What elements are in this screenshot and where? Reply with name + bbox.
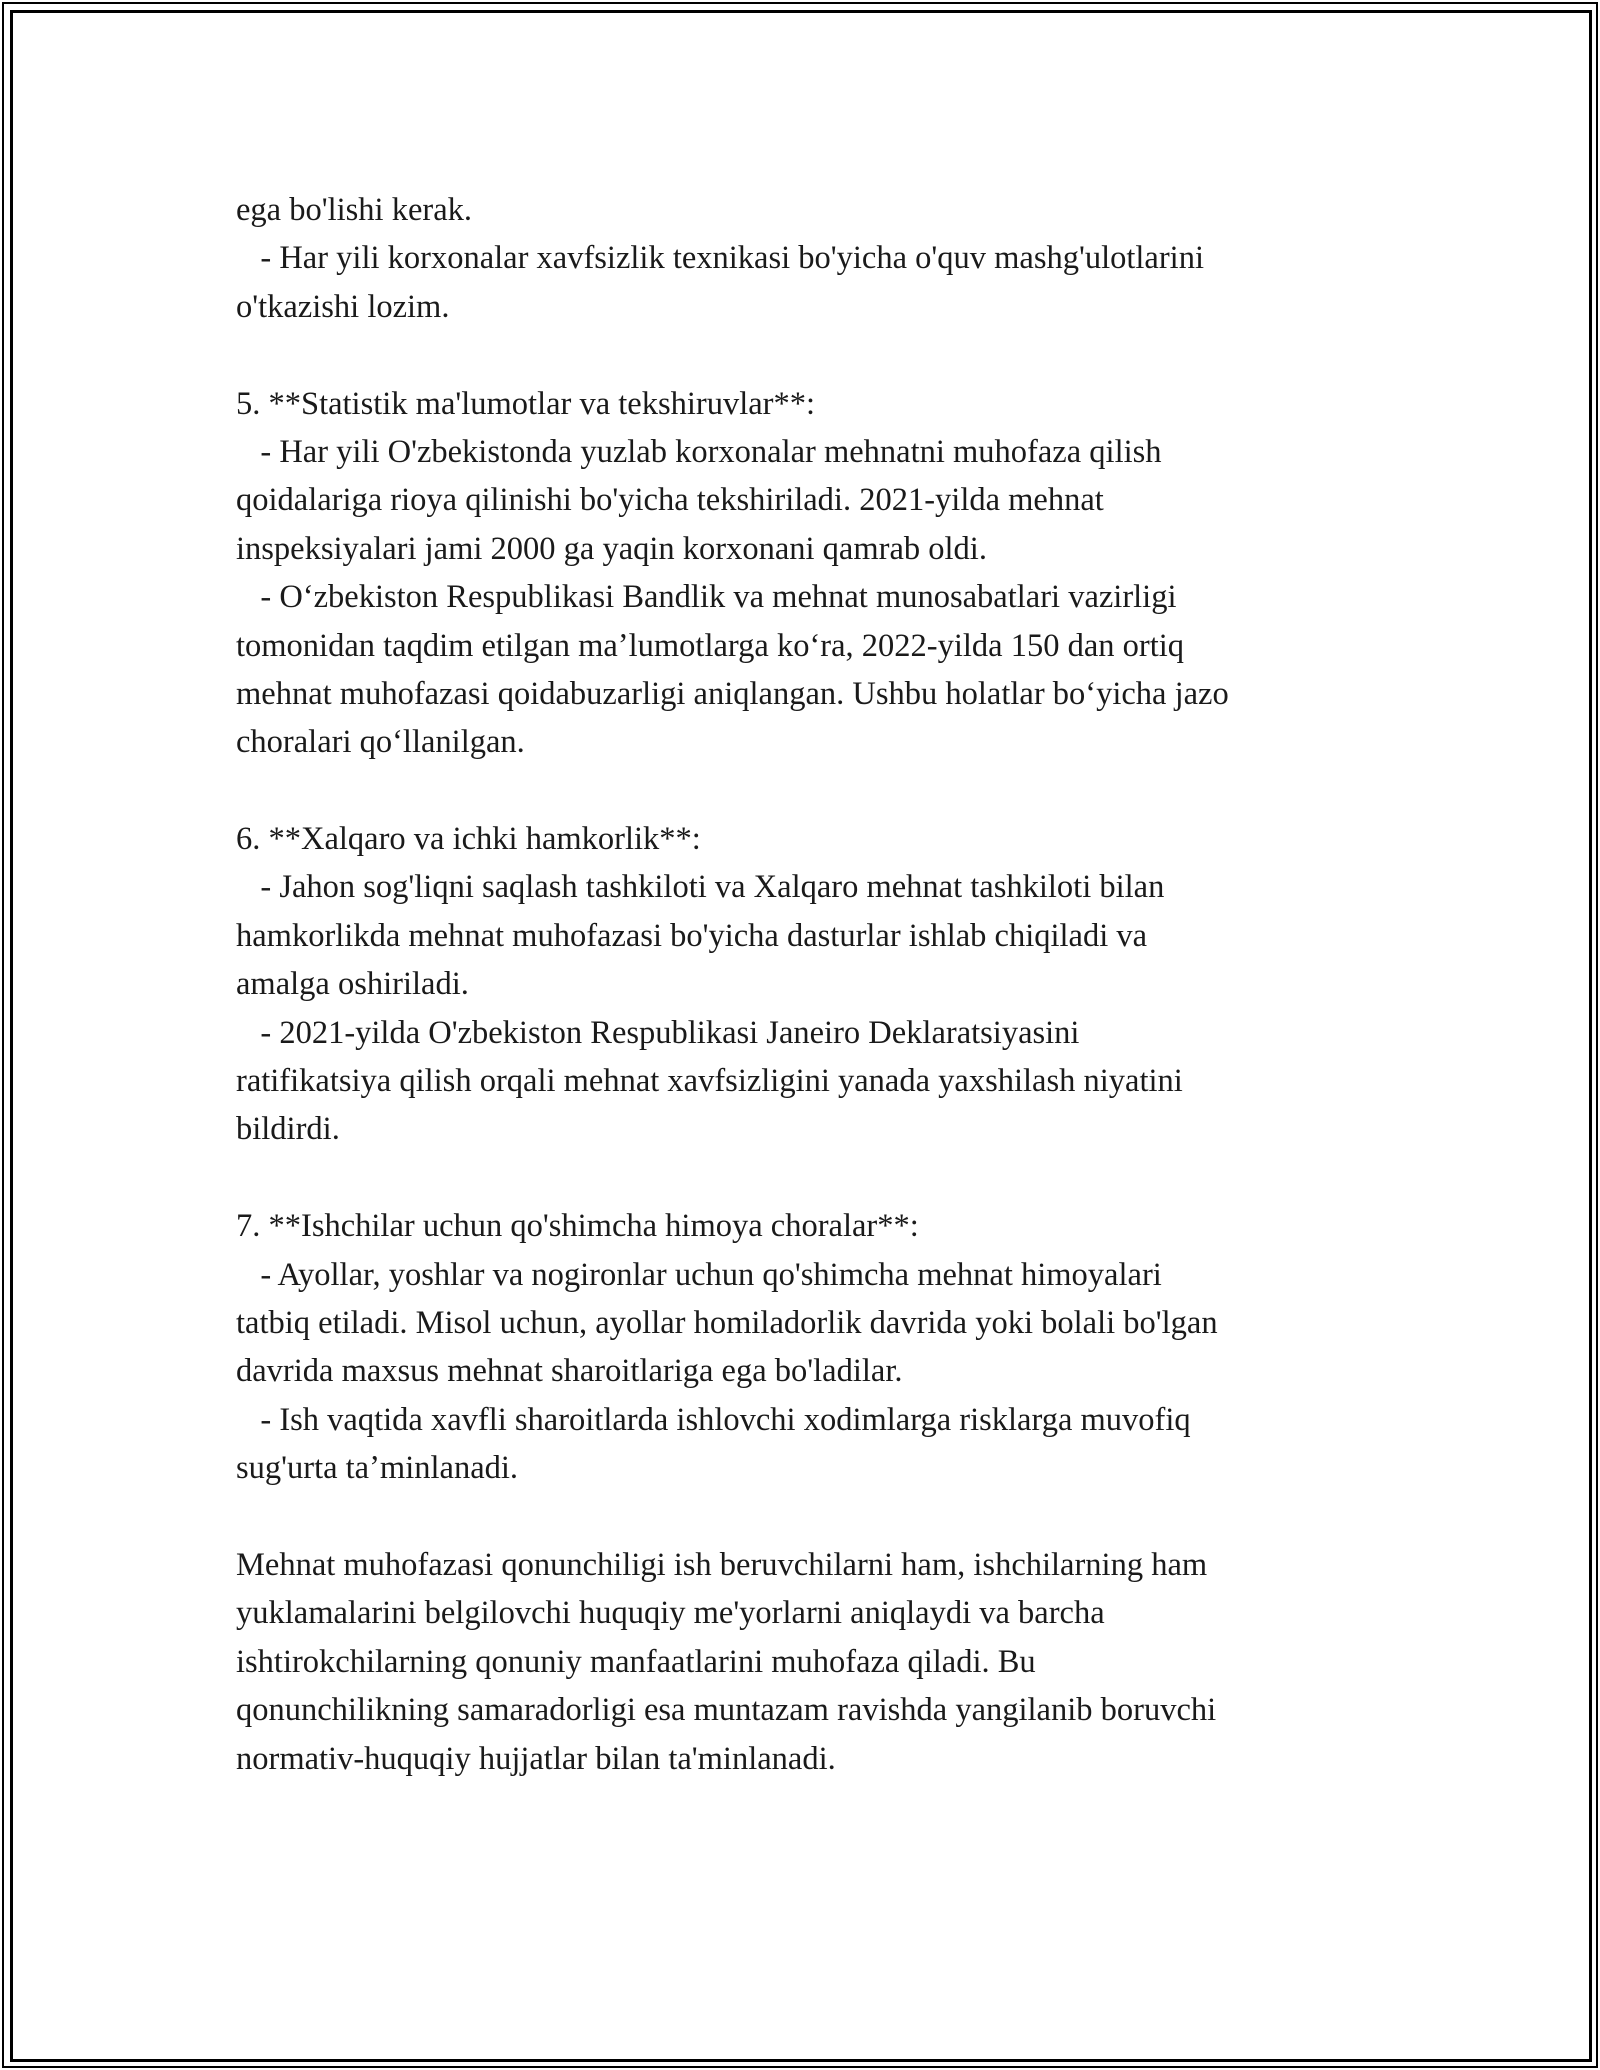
- text-line: hamkorlikda mehnat muhofazasi bo'yicha dasturlar ishlab chiqiladi va: [236, 917, 1148, 954]
- text-line: - Ayollar, yoshlar va nogironlar uchun qo'shimcha mehnat himoyalari: [236, 1256, 1162, 1293]
- text-line: qonunchilikning samaradorligi esa muntazam ravishda yangilanib boruvchi: [236, 1692, 1217, 1729]
- text-line: inspeksiyalari jami 2000 ga yaqin korxonani qamrab oldi.: [236, 530, 987, 567]
- text-line: Mehnat muhofazasi qonunchiligi ish beruvchilarni ham, ishchilarning ham: [236, 1546, 1208, 1583]
- text-line: ratifikatsiya qilish orqali mehnat xavfsizligini yanada yaxshilash niyatini: [236, 1063, 1183, 1100]
- text-line: tomonidan taqdim etilgan maʼlumotlarga koʻra, 2022-yilda 150 dan ortiq: [236, 627, 1185, 664]
- text-line: choralari qoʻllanilgan.: [236, 724, 525, 761]
- text-line: amalga oshiriladi.: [236, 966, 469, 1003]
- text-line: tatbiq etiladi. Misol uchun, ayollar homiladorlik davrida yoki bolali bo'lgan: [236, 1304, 1218, 1341]
- text-line: yuklamalarini belgilovchi huquqiy me'yorlarni aniqlaydi va barcha: [236, 1595, 1105, 1632]
- text-line: o'tkazishi lozim.: [236, 288, 450, 325]
- text-line: sug'urta taʼminlanadi.: [236, 1450, 519, 1487]
- blank-line: [236, 1154, 1386, 1202]
- text-line: 6. **Xalqaro va ichki hamkorlik**:: [236, 821, 701, 858]
- blank-line: [236, 767, 1386, 815]
- text-line: ega bo'lishi kerak.: [236, 192, 472, 228]
- text-line: - Oʻzbekiston Respublikasi Bandlik va mehnat munosabatlari vazirligi: [236, 579, 1177, 616]
- text-line: - 2021-yilda O'zbekiston Respublikasi Janeiro Deklaratsiyasini: [236, 1014, 1080, 1051]
- text-line: ishtirokchilarning qonuniy manfaatlarini muhofaza qiladi. Bu: [236, 1643, 1036, 1680]
- text-line: davrida maxsus mehnat sharoitlariga ega bo'ladilar.: [236, 1353, 903, 1390]
- blank-line: [236, 331, 1386, 379]
- document-body: [236, 186, 1386, 1783]
- text-line: 5. **Statistik ma'lumotlar va tekshiruvlar**:: [236, 385, 816, 422]
- text-line: - Jahon sog'liqni saqlash tashkiloti va Xalqaro mehnat tashkiloti bilan: [236, 869, 1165, 906]
- text-line: - Har yili korxonalar xavfsizlik texnikasi bo'yicha o'quv mashg'ulotlarini: [236, 240, 1204, 277]
- text-line: bildirdi.: [236, 1111, 340, 1148]
- text-line: mehnat muhofazasi qoidabuzarligi aniqlangan. Ushbu holatlar boʻyicha jazo: [236, 675, 1229, 712]
- text-line: normativ-huquqiy hujjatlar bilan ta'minlanadi.: [236, 1740, 836, 1777]
- blank-line: [236, 1493, 1386, 1541]
- text-line: qoidalariga rioya qilinishi bo'yicha tekshiriladi. 2021-yilda mehnat: [236, 482, 1104, 519]
- text-line: - Ish vaqtida xavfli sharoitlarda ishlovchi xodimlarga risklarga muvofiq: [236, 1401, 1191, 1438]
- text-line: 7. **Ishchilar uchun qo'shimcha himoya choralar**:: [236, 1208, 919, 1245]
- text-line: - Har yili O'zbekistonda yuzlab korxonalar mehnatni muhofaza qilish: [236, 433, 1162, 470]
